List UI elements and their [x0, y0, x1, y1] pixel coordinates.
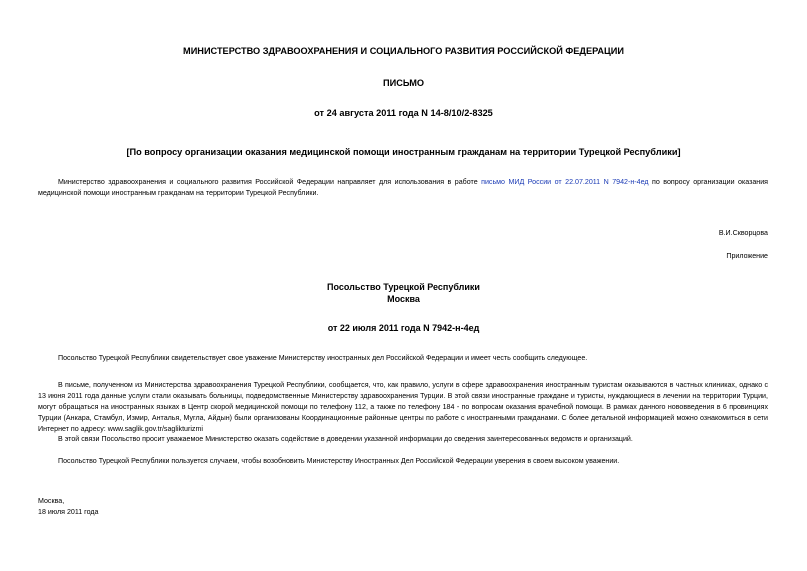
intro-paragraph: [38, 177, 768, 199]
attachment-paragraph-1: Посольство Турецкой Республики свидетельствует свое уважение Министерству иностранных дел Российской Федерации и имеет честь сообщить следующее.: [58, 354, 588, 362]
mfa-letter-link[interactable]: письмо МИД России от 22.07.2011 N 7942-н-4ед: [481, 178, 649, 186]
intro-text-after: по вопросу организации оказания медицинской помощи иностранным гражданам на территории Турецкой Республики.: [38, 178, 769, 197]
attachment-date: 18 июля 2011 года: [38, 508, 99, 516]
ministry-title: МИНИСТЕРСТВО ЗДРАВООХРАНЕНИЯ И СОЦИАЛЬНОГО РАЗВИТИЯ РОССИЙСКОЙ ФЕДЕРАЦИИ: [183, 46, 624, 56]
appendix-label: Приложение: [726, 252, 768, 260]
attachment-paragraph-2: В письме, полученном из Министерства здравоохранения Турецкой Республики, сообщается, что, как правило, услуги в сфере здравоохранения иностранным туристам оказываются в частных клиниках, однако с 13 июня 2011 года данные услуги стали оказывать больницы, подведомственные Министерству здравоохранения Турции. В этой связи иностранные граждане и туристы, нуждающиеся в лечении на территории Турции, могут обращаться на иностранных языках в Центр скорой медицинской помощи по телефону 112, а также по телефону 184 - по вопросам оказания врачебной помощи. В рамках данного нововведения в 6 провинциях Турции (Анкара, Стамбул, Измир, Анталья, Мугла, Айдын) были организованы Координационные районные центры по работе с иностранными гражданами. С более детальной информацией можно ознакомиться в сети Интернет по адресу: www.saglik.gov.tr/saglikturizmi: [38, 381, 768, 433]
embassy-name: Посольство Турецкой Республики: [327, 282, 480, 292]
attachment-paragraph-4: Посольство Турецкой Республики пользуется случаем, чтобы возобновить Министерству Иностранных Дел Российской Федерации уверения в своем высоком уважении.: [58, 457, 620, 465]
attachment-paragraph-3: В этой связи Посольство просит уважаемое Министерство оказать содействие в доведении указанной информации до сведения заинтересованных ведомств и организаций.: [58, 435, 633, 443]
document-date-number: от 24 августа 2011 года N 14-8/10/2-8325: [314, 108, 493, 118]
signature: В.И.Скворцова: [718, 229, 768, 237]
intro-text-before: Министерство здравоохранения и социального развития Российской Федерации направляет для использования в работе: [58, 178, 482, 186]
document-type: ПИСЬМО: [382, 78, 425, 88]
attachment-place: Москва,: [38, 497, 65, 505]
document-subject: [По вопросу организации оказания медицинской помощи иностранным гражданам на территории Турецкой Республики]: [126, 147, 681, 157]
attachment-date-number: от 22 июля 2011 года N 7942-н-4ед: [327, 323, 480, 333]
embassy-city: Москва: [387, 294, 420, 304]
